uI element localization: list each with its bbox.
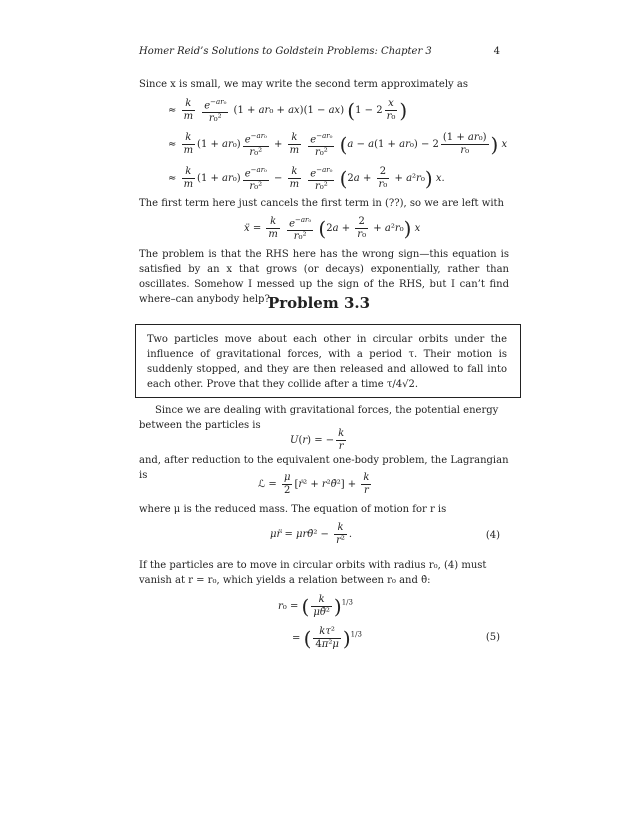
problem-discussion: The problem is that the RHS here has the wrong sign—this equation is satisfied by an x that grows (or decays) exponentially, rather than oscillates. Somehow I messed up the sign of the RHS, but I can’t find where–can anybody help? <box>139 249 509 305</box>
equation-number-4: (4) <box>485 530 500 541</box>
r0-equation-line-2: = ( $\frac{\text{kτ²}}{\text{4π²μ}}$ )$^{1/3}$ <box>292 626 362 651</box>
equation-line-2: ≈ $\frac{k}{m}$ (1 + ar₀) $\frac{e^{-ar_0}}{\text{r₀²}}$ + $\frac{k}{m}$ $\frac{e^{-ar_0}}{\text{r₀²}}$ (a − a(1 + ar₀) − 2 $\frac{\text{(1 + ar₀)}}{\text{r₀}}$ ) x <box>168 132 508 159</box>
r0-equation-line-1: r₀ = ( $\frac{k}{\text{μθ̇²}}$ )$^{1/3}$ <box>278 594 353 619</box>
equation-number-5: (5) <box>485 632 500 643</box>
lagrangian-equation: ℒ = $\frac{\mu}{2}$ [ṙ² + r²θ̇²] + $\frac{k}{r}$ <box>258 472 370 496</box>
page-number: 4 <box>493 46 500 57</box>
equation-line-3: ≈ $\frac{k}{m}$ (1 + ar₀) $\frac{e^{-ar_0}}{\text{r₀²}}$ − $\frac{k}{m}$ $\frac{e^{-ar_0}}{\text{r₀²}}$ (2a + $\frac{2}{\text{r₀}}$ + a²r₀) x. <box>168 166 445 193</box>
intro-text: Since x is small, we may write the second term approximately as <box>139 79 468 90</box>
potential-equation: U(r) = − $\frac{k}{r}$ <box>290 428 345 452</box>
gravitational-text: Since we are dealing with gravitational forces, the potential energy between the particles is <box>139 405 499 431</box>
cancel-text: The first term here just cancels the first term in (??), so we are left with <box>139 198 504 209</box>
motion-equation: μr̈ = μrθ̇² − $\frac{k}{\text{r²}}$ . <box>270 522 353 546</box>
equation-line-1: ≈ $\frac{k}{m}$ $\frac{e^{-ar_0}}{\text{r₀²}}$ (1 + ar₀ + ax)(1 − ax) (1 − 2 $\frac{x}{\text{r₀}}$ ) <box>168 98 408 125</box>
problem-statement: Two particles move about each other in circular orbits under the influence of gravitational forces, with a period τ. Their motion is suddenly stopped, and they are then released and allowed to fall into each other. Prove that they collide after a time τ/4√2. <box>147 334 507 390</box>
lagrangian-text: and, after reduction to the equivalent one-body problem, the Lagrangian is <box>139 455 509 481</box>
problem-title: Problem 3.3 <box>267 294 371 312</box>
running-title: Homer Reid’s Solutions to Goldstein Problems: Chapter 3 <box>139 46 432 57</box>
circular-orbit-text: If the particles are to move in circular orbits with radius r₀, (4) must vanish at r = r₀, which yields a relation between r₀ and θ̇: <box>139 560 487 586</box>
equation-xddot: ẍ = $\frac{k}{m}$ $\frac{e^{-ar_0}}{\text{r₀²}}$ (2a + $\frac{2}{\text{r₀}}$ + a²r₀) x <box>244 216 421 243</box>
reduced-mass-text: where μ is the reduced mass. The equation of motion for r is <box>139 504 447 515</box>
